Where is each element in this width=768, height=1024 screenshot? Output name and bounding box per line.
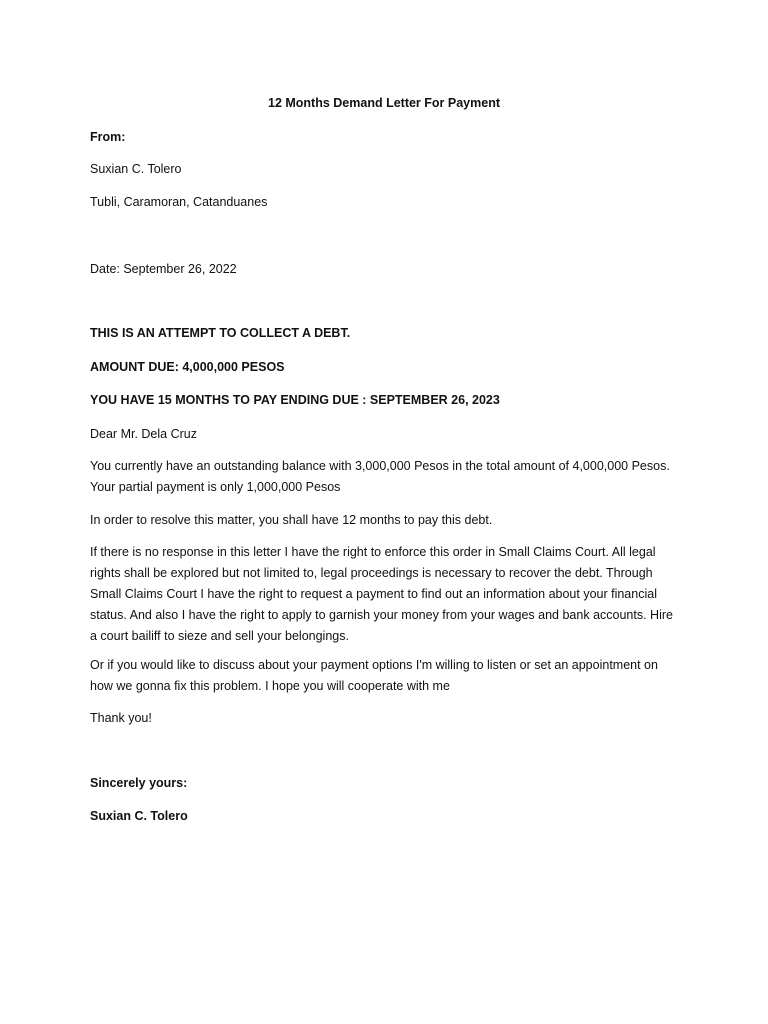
letter-date: Date: September 26, 2022 bbox=[90, 262, 237, 276]
from-label: From: bbox=[90, 130, 126, 144]
thanks: Thank you! bbox=[90, 711, 152, 725]
letter-title: 12 Months Demand Letter For Payment bbox=[268, 96, 500, 110]
sender-address: Tubli, Caramoran, Catanduanes bbox=[90, 195, 268, 209]
signature-name: Suxian C. Tolero bbox=[90, 809, 188, 823]
paragraph-balance: You currently have an outstanding balance with 3,000,000 Pesos in the total amount of 4,000,000 Pesos. Your partial payment is only 1,000,000 Pesos bbox=[90, 459, 670, 494]
paragraph-resolve: In order to resolve this matter, you shall have 12 months to pay this debt. bbox=[90, 513, 493, 527]
sender-name: Suxian C. Tolero bbox=[90, 162, 182, 176]
paragraph-legal: If there is no response in this letter I have the right to enforce this order in Small Claims Court. All legal rights shall be explored but not limited to, legal proceedings is necessary to recover the debt. Through Small Claims Court I have the right to request a payment to find out an information about your financial status. And also I have the right to apply to garnish your money from your wages and bank accounts. Hire a court bailiff to sieze and sell your belongings. bbox=[90, 545, 673, 643]
debt-collection-notice: THIS IS AN ATTEMPT TO COLLECT A DEBT. bbox=[90, 326, 351, 340]
paragraph-options: Or if you would like to discuss about your payment options I'm willing to listen or set an appointment on how we gonna fix this problem. I hope you will cooperate with me bbox=[90, 658, 658, 693]
salutation: Dear Mr. Dela Cruz bbox=[90, 427, 197, 441]
payment-deadline: YOU HAVE 15 MONTHS TO PAY ENDING DUE : SEPTEMBER 26, 2023 bbox=[90, 393, 500, 407]
amount-due: AMOUNT DUE: 4,000,000 PESOS bbox=[90, 360, 285, 374]
closing: Sincerely yours: bbox=[90, 776, 188, 790]
